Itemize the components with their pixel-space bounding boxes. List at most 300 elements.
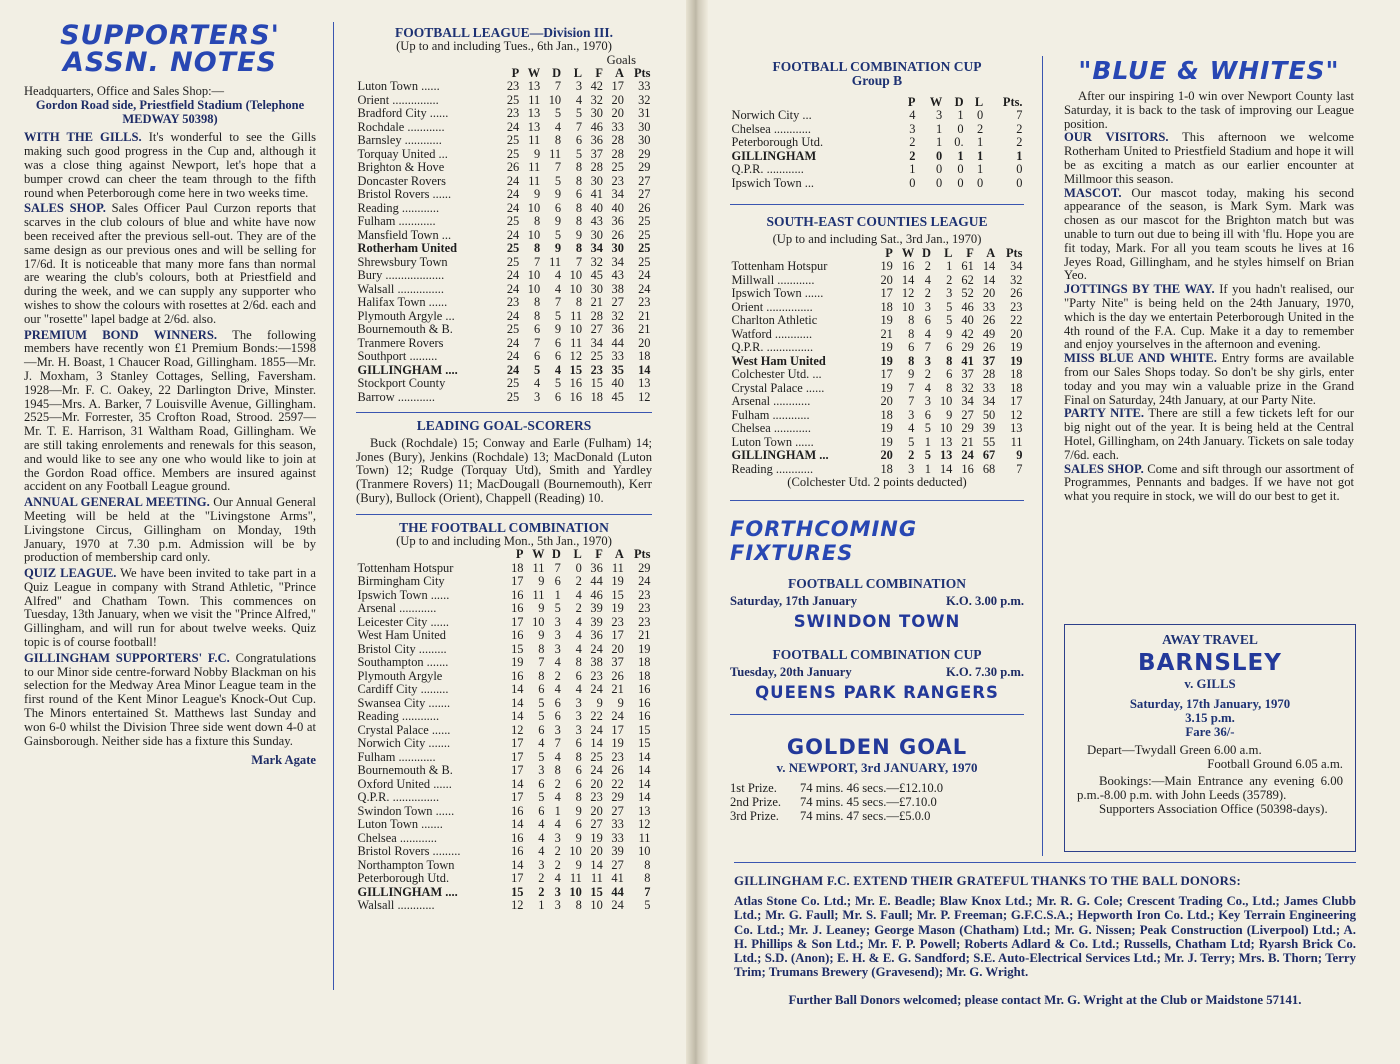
table-row [730,382,1024,396]
table-row [730,355,1024,369]
table-header-row [730,96,1024,110]
bw-mascot-head: MASCOT. [1064,185,1122,200]
stat-cell: 6 [554,349,562,364]
stat-cell: 11 [570,335,583,350]
stat-cell: 37 [611,655,624,670]
para-agm-text: Our Annual General Meeting will be held at the "Livingstone Arms", Livingstone Circus, Gillingham on Monday, 19th January, 1970 at 7.30 p.m. Admission will be by production of membership card only. [24,495,316,565]
stat-cell: 62 [961,272,974,287]
stat-cell: 33 [611,119,624,134]
stat-cell: 7 [908,394,915,409]
team-name-cell: Orient ............... [731,299,813,314]
team-name-cell: Luton Town ....... [357,817,443,832]
stat-cell: 5 [575,146,583,161]
stat-cell: 8 [644,871,651,886]
stat-cell: 23 [1010,299,1023,314]
column-header: A [614,65,624,80]
stat-cell: 9 [575,830,582,845]
stat-cell: 0 [957,175,964,190]
stat-cell: 26 [506,160,520,175]
stat-cell: 28 [611,133,624,148]
stat-cell: 27 [611,295,624,310]
stat-cell: 22 [590,709,603,724]
prize-label: 2nd Prize. [730,795,782,810]
stat-cell: 4 [538,736,545,751]
stat-cell: 30 [611,241,624,256]
scorers-bottom-rule [356,514,652,515]
stat-cell: 20 [611,106,624,121]
para-with-the-gills [24,131,316,200]
stat-cell: 17 [880,286,893,301]
stat-cell: 4 [575,682,582,697]
stat-cell: 23 [590,362,603,377]
stat-cell: 19 [880,380,893,395]
stat-cell: 30 [590,173,603,188]
stat-cell: 14 [638,790,651,805]
stat-cell: 16 [569,376,583,391]
stat-cell: 8 [908,313,915,328]
stat-cell: 4 [554,281,562,296]
stat-cell: 19 [880,340,893,355]
stat-cell: 19 [1010,353,1023,368]
fixture2-opponent: QUEENS PARK RANGERS [755,682,999,702]
stat-cell: 4 [575,628,582,643]
stat-cell: 7 [533,335,541,350]
stat-cell: 19 [880,421,893,436]
stat-cell: 40 [611,200,624,215]
stat-cell: 29 [638,160,651,175]
table-row [730,177,1024,191]
bw-mascot [1064,187,1354,284]
table-row [356,256,652,270]
hq-address: Gordon Road side, Priestfield Stadium (Telephone MEDWAY 50398) [35,97,305,126]
southeast-subtitle: (Up to and including Sat., 3rd Jan., 1970) [772,231,982,246]
stat-cell: 25 [506,146,520,161]
team-name-cell: Tottenham Hotspur [357,560,454,575]
stat-cell: 19 [590,830,603,845]
fixture1-ko: K.O. 3.00 p.m. [945,593,1024,608]
stat-cell: 32 [961,380,974,395]
stat-cell: 10 [548,92,562,107]
column-header: D [552,65,562,80]
stat-cell: 8 [908,353,915,368]
table-row [356,148,652,162]
stat-cell: 34 [1010,259,1023,274]
team-name-cell: Chelsea ............ [731,421,811,436]
team-name-cell: Crystal Palace ...... [731,380,825,395]
table-row [730,136,1024,150]
stat-cell: 23 [638,614,651,629]
stat-cell: 33 [611,349,624,364]
table-row [730,109,1024,123]
stat-cell: 20 [880,272,893,287]
stat-cell: 50 [982,407,996,422]
table-row [730,274,1024,288]
stat-cell: 14 [511,776,524,791]
stat-cell: 25 [638,254,651,269]
stat-cell: 17 [880,367,893,382]
stat-cell: 6 [908,340,915,355]
stat-cell: 61 [961,259,974,274]
bw-miss-blue-head: MISS BLUE AND WHITE. [1064,351,1217,366]
stat-cell: 9 [533,187,541,202]
para-premium-bond [24,329,316,495]
stat-cell: 16 [961,461,974,476]
supporters-notes-column [24,22,316,768]
stat-cell: 11 [528,92,541,107]
stat-cell: 38 [590,655,603,670]
stat-cell: 25 [506,214,520,229]
table-row [356,242,652,256]
stat-cell: 18 [638,349,651,364]
comb-cup-title: FOOTBALL COMBINATION CUP [772,59,982,74]
stat-cell: 22 [611,776,624,791]
column-header: W [527,65,541,80]
stat-cell: 6 [575,668,582,683]
team-name-cell: GILLINGHAM [731,148,817,163]
table-row [730,314,1024,328]
scorers-title: LEADING GOAL-SCORERS [416,418,592,434]
stat-cell: 6 [554,335,562,350]
stat-cell: 44 [590,574,603,589]
stat-cell: 27 [961,407,974,422]
table-row [730,436,1024,450]
stat-cell: 3 [554,830,561,845]
stat-cell: 23 [611,749,624,764]
fixtures-title: FORTHCOMING FIXTURES [730,516,918,565]
fixture1-opponent: SWINDON TOWN [793,611,961,631]
table-row [356,724,652,738]
stat-cell: 11 [528,173,541,188]
column-header: F [966,245,974,260]
bw-party-nite-head: PARTY NITE. [1064,406,1145,421]
stat-cell: 1 [554,587,561,602]
team-name-cell: Arsenal ............ [357,601,437,616]
stat-cell: 6 [554,389,562,404]
stat-cell: 32 [590,254,603,269]
table-row [356,805,652,819]
stat-cell: 25 [638,227,651,242]
stat-cell: 36 [590,628,603,643]
bw-jottings-head: JOTTINGS BY THE WAY. [1064,282,1215,297]
stat-cell: 33 [611,817,624,832]
table-row [356,589,652,603]
table-row [356,350,652,364]
stat-cell: 18 [880,299,893,314]
stat-cell: 6 [946,367,953,382]
table-row [356,575,652,589]
stat-cell: 9 [617,695,624,710]
stat-cell: 10 [939,421,953,436]
stat-cell: 9 [538,601,545,616]
stat-cell: 9 [575,857,582,872]
fixture1-datetime [730,595,1024,609]
stat-cell: 26 [611,227,624,242]
team-name-cell: Luton Town ...... [731,434,814,449]
stat-cell: 23 [638,587,651,602]
team-name-cell: Peterborough Utd. [357,871,450,886]
fixture2-ko: K.O. 7.30 p.m. [945,665,1024,680]
stat-cell: 15 [511,884,524,899]
stat-cell: 24 [611,709,624,724]
stat-cell: 39 [590,614,603,629]
stat-cell: 13 [527,79,541,94]
stat-cell: 24 [506,349,520,364]
stat-cell: 28 [982,367,996,382]
stat-cell: 20 [1010,326,1023,341]
column-header: P [515,547,524,562]
column-header: W [532,547,545,562]
stat-cell: 7 [554,295,562,310]
table-row [730,150,1024,164]
column-header: P [907,94,916,109]
stat-cell: 0 [1016,162,1023,177]
stat-cell: 24 [638,268,651,283]
team-name-cell: Plymouth Argyle ... [357,308,455,323]
stat-cell: 21 [638,628,651,643]
stat-cell: 4 [554,268,562,283]
table-row [356,778,652,792]
southeast-table [730,247,1024,477]
stat-cell: 19 [611,736,624,751]
stat-cell: 32 [611,308,624,323]
combination-table [356,548,652,913]
stat-cell: 19 [1010,340,1023,355]
stat-cell: 8 [575,214,583,229]
stat-cell: 15 [590,884,603,899]
table-row [356,602,652,616]
table-row [730,260,1024,274]
team-name-cell: GILLINGHAM .... [357,884,458,899]
table-row [356,296,652,310]
team-name-cell: Bury ................... [357,268,445,283]
stat-cell: 44 [611,884,624,899]
table-row [730,409,1024,423]
table-row [356,80,652,94]
table-row [356,859,652,873]
stat-cell: 7 [538,655,545,670]
stat-cell: 1 [936,121,943,136]
stat-cell: 24 [506,119,520,134]
stat-cell: 5 [554,308,562,323]
stat-cell: 7 [1016,461,1023,476]
stat-cell: 19 [511,655,524,670]
stat-cell: 37 [961,367,974,382]
stat-cell: 39 [982,421,996,436]
stat-cell: 13 [638,803,651,818]
column-header: L [573,547,582,562]
team-name-cell: Ipswich Town ... [731,175,815,190]
ball-donors-list: Atlas Stone Co. Ltd.; Mr. E. Beadle; Blaw Knox Ltd.; Mr. R. G. Cole; Crescent Trading Co., Ltd.; James Clubb Ltd.; Mr. G. Faull; Mr. S. Faull; Mr. P. Freeman; G.F.C.S.A.; Hepworth Iron Co. Ltd.; Key Terrain Engineering Co. Ltd.; Mr. J. Leaney; George Mason (Chatham) Ltd.; Mr. G. Nissen; Peak Construction (Liverpool) Ltd.; A. H. Phillips & Son Ltd.; Mr. F. P. Powell; Roberts Adlard & Co. Ltd.; Russells, Chatham Ltd; Ryarsh Brick Co. Ltd.; S.D. (Anon); E. H. & E. G. Sandford; S.E. Auto-Electrical Services Ltd.; Mr. J. Terry; Mrs. B. Thorn; Terry Trim; Trumans Brewery (Gravesend); Mr. G. Wright. [734,894,1356,980]
table-row [356,364,652,378]
ball-donors-footer: Further Ball Donors welcomed; please contact Mr. G. Wright at the Club or Maidstone 57141. [788,993,1302,1008]
stat-cell: 43 [590,214,603,229]
stat-cell: 18 [590,389,603,404]
div3-bottom-rule [356,412,652,413]
table-row [356,229,652,243]
table-row [356,188,652,202]
team-name-cell: Reading ............ [357,709,440,724]
away-travel-bookings: Bookings:—Main Entrance any evening 6.00 p.m.-8.00 p.m. with John Leeds (35789). [1077,774,1343,802]
stat-cell: 14 [511,817,524,832]
stat-cell: 4 [538,844,545,859]
column-header: F [595,65,603,80]
away-travel-time: 3.15 p.m. [1185,711,1235,725]
table-row [356,391,652,405]
stat-cell: 46 [961,299,974,314]
fixtures-bottom-rule [730,714,1024,715]
stat-cell: 15 [569,362,583,377]
stat-cell: 25 [506,322,520,337]
stat-cell: 8 [533,295,541,310]
stat-cell: 49 [982,326,996,341]
stat-cell: 23 [590,790,603,805]
column-header: F [595,547,603,562]
table-row [356,886,652,900]
stat-cell: 13 [1010,421,1023,436]
stat-cell: 11 [1010,434,1023,449]
table-row [356,215,652,229]
stat-cell: 14 [638,763,651,778]
column-header: D [551,547,561,562]
stat-cell: 10 [569,844,582,859]
stat-cell: 5 [554,376,562,391]
stat-cell: 2 [538,884,545,899]
stat-cell: 2 [909,148,916,163]
away-travel-depart1: Depart—Twydall Green 6.00 a.m. [1087,743,1262,757]
stat-cell: 26 [1010,286,1023,301]
stat-cell: 24 [611,898,624,913]
team-name-cell: Fulham ............ [357,749,436,764]
stat-cell: 30 [590,227,603,242]
header-team [730,96,899,110]
stat-cell: 6 [575,736,582,751]
stat-cell: 5 [644,898,651,913]
stat-cell: 0. [954,135,964,150]
stat-cell: 8 [644,857,651,872]
para-agm [24,496,316,565]
blue-whites-column [1064,56,1354,504]
team-name-cell: Walsall ............ [357,898,435,913]
column-header: Pts [1005,245,1023,260]
southeast-bottom-rule [730,500,1024,501]
stat-cell: 7 [533,254,541,269]
stat-cell: 26 [982,340,996,355]
stat-cell: 4 [575,92,583,107]
stat-cell: 32 [638,92,651,107]
stat-cell: 19 [880,353,893,368]
stat-cell: 25 [638,214,651,229]
prize-row [730,796,1024,810]
supporters-title-line1: SUPPORTERS' [60,20,280,51]
away-travel-date: Saturday, 17th January, 1970 [1129,697,1291,711]
stat-cell: 14 [511,709,524,724]
stat-cell: 26 [638,200,651,215]
stat-cell: 17 [511,763,524,778]
table-row [356,697,652,711]
table-row [730,163,1024,177]
bw-visitors-head: OUR VISITORS. [1064,130,1169,145]
team-name-cell: Bradford City ...... [357,106,449,121]
bw-party-nite-text: There are still a few tickets left for our big night out of the year. It is being held at the Central Hotel, Gillingham, on 24th January. Tickets on sale today 7/6d. each. [1064,406,1355,462]
table-row [356,94,652,108]
table-row [356,121,652,135]
team-name-cell: Charlton Athletic [731,313,818,328]
stat-cell: 14 [511,695,524,710]
stat-cell: 41 [590,187,603,202]
stat-cell: 3 [909,121,916,136]
team-name-cell: Shrewsbury Town [357,254,448,269]
stat-cell: 1 [909,162,916,177]
stat-cell: 25 [506,133,520,148]
stat-cell: 11 [638,830,651,845]
stat-cell: 0 [957,162,964,177]
team-name-cell: Chelsea ............ [357,830,437,845]
team-name-cell: Birmingham City [357,574,445,589]
column-header: W [901,245,915,260]
bw-intro: After our inspiring 1-0 win over Newport County last Saturday, it is back to the task of improving our League position. [1064,89,1354,131]
stat-cell: 35 [611,362,624,377]
table-row [356,310,652,324]
stat-cell: 30 [638,119,651,134]
stat-cell: 17 [511,871,524,886]
stat-cell: 0 [936,162,943,177]
stat-cell: 13 [939,434,953,449]
stat-cell: 0 [957,121,964,136]
stat-cell: 6 [533,349,541,364]
team-name-cell: Tottenham Hotspur [731,259,828,274]
stat-cell: 14 [511,857,524,872]
stat-cell: 24 [590,763,603,778]
stat-cell: 55 [982,434,996,449]
prize-row [730,782,1024,796]
team-name-cell: Bristol Rovers ......... [357,844,461,859]
header-team [356,548,504,562]
stat-cell: 15 [611,587,624,602]
stat-cell: 14 [638,362,651,377]
team-name-cell: Walsall ............... [357,281,444,296]
team-name-cell: Leicester City ...... [357,614,450,629]
stat-cell: 9 [554,214,562,229]
stat-cell: 10 [939,394,953,409]
stat-cell: 3 [575,709,582,724]
prize-row [730,810,1024,824]
stat-cell: 7 [924,340,931,355]
para-quiz-league [24,567,316,650]
combination-subtitle: (Up to and including Mon., 5th Jan., 1970) [396,533,612,548]
bw-sales-shop-text: Come and sift through our assortment of Programmes, Pennants and badges. If we have not got what you require in stock, we will do our best to get it. [1064,461,1354,504]
stat-cell: 10 [569,281,583,296]
stat-cell: 23 [611,173,624,188]
stat-cell: 38 [611,281,624,296]
stat-cell: 1 [976,162,984,177]
stat-cell: 8 [946,353,953,368]
stat-cell: 8 [538,668,545,683]
stat-cell: 6 [533,322,541,337]
stat-cell: 6 [538,722,545,737]
table-row [356,737,652,751]
team-name-cell: Brighton & Hove [357,160,445,175]
stat-cell: 28 [590,160,603,175]
table-row [356,872,652,886]
para-quiz-league-text: We have been invited to take part in a Quiz League in company with Strand Athletic, "Prince Alfred" and Chatham Town. This commences on Tuesday, 13th January, when we visit the "Prince Alfred," Gillingham, and will run for about twelve weeks. Quiz topic is of course football! [24,566,316,650]
stat-cell: 19 [611,574,624,589]
stat-cell: 24 [638,281,651,296]
stat-cell: 6 [575,776,582,791]
table-header-row [356,67,652,81]
table-row [356,764,652,778]
stat-cell: 23 [590,668,603,683]
table-row [730,328,1024,342]
